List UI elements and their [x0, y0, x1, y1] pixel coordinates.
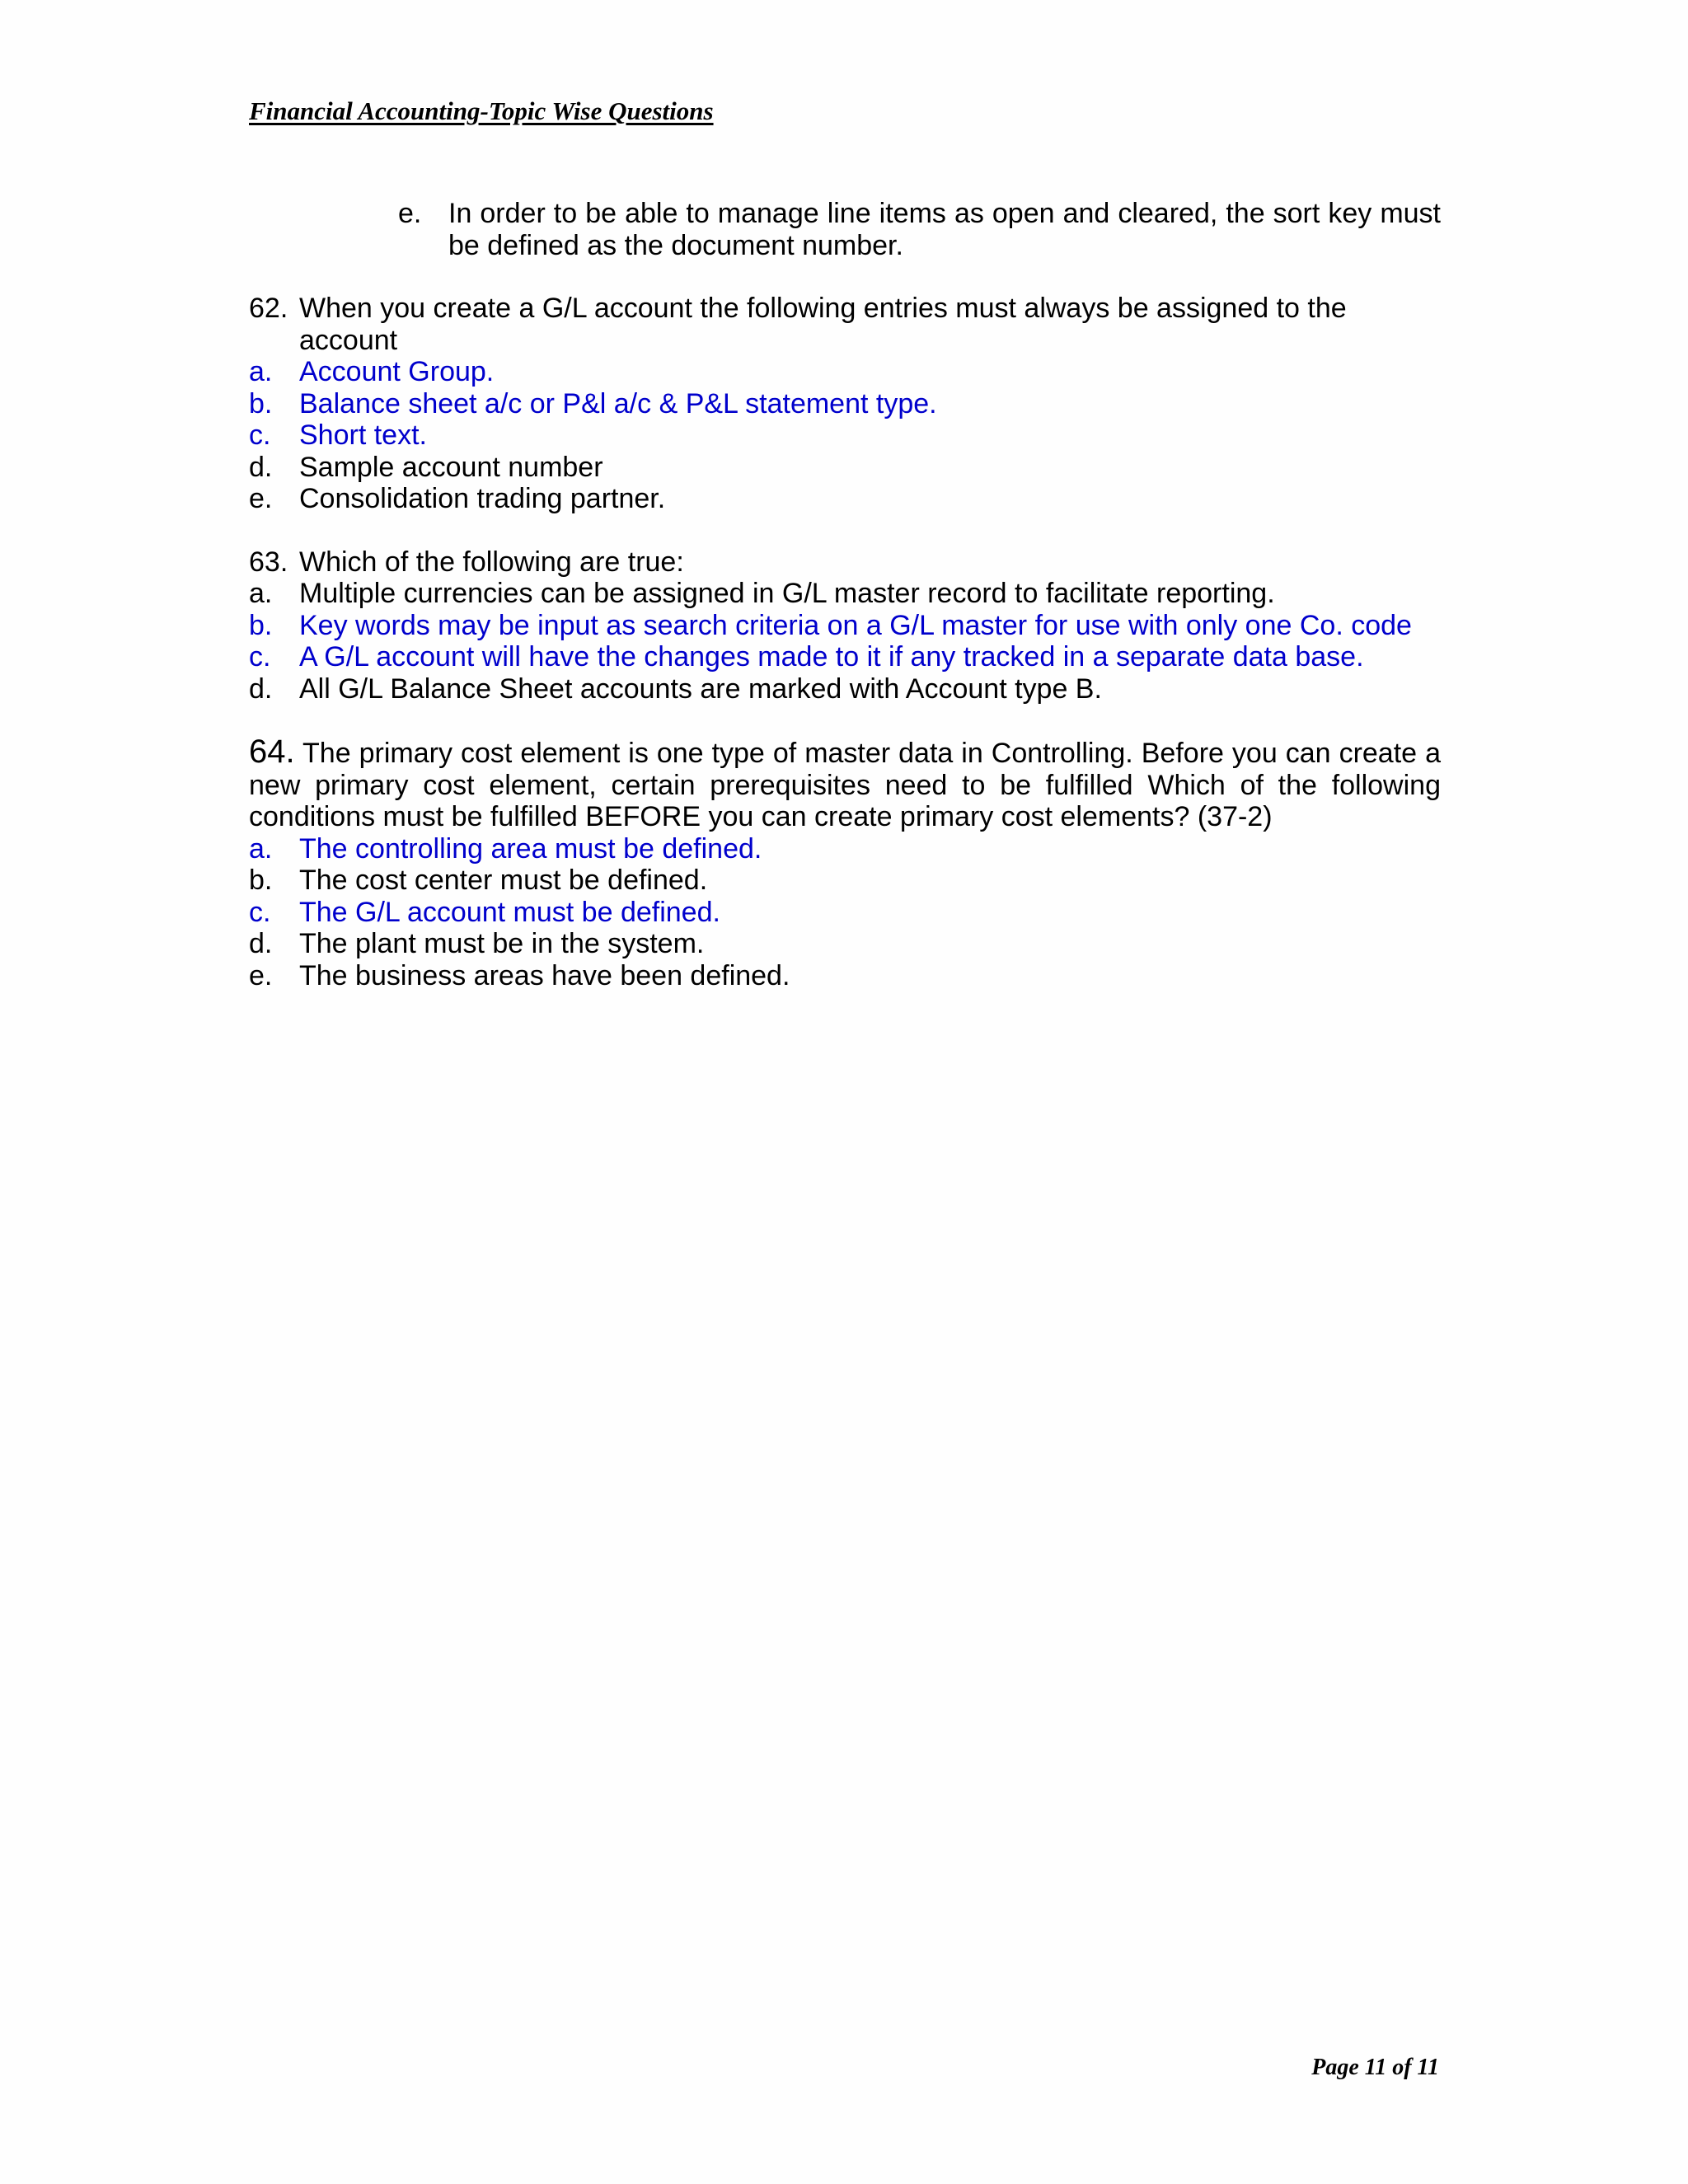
- option-text: Short text.: [299, 419, 427, 451]
- option-text: The G/L account must be defined.: [299, 896, 720, 928]
- option-item: [398, 198, 1441, 261]
- option-text: The controlling area must be defined.: [299, 832, 762, 865]
- option-text: The cost center must be defined.: [299, 865, 708, 896]
- option-text: The plant must be in the system.: [299, 928, 705, 959]
- question-number: 62.: [249, 293, 288, 324]
- option-text: A G/L account will have the changes made to it if any tracked in a separate data base.: [299, 641, 1364, 673]
- question-64: [249, 733, 1441, 991]
- option-letter: d.: [249, 928, 273, 959]
- option-letter: b.: [249, 865, 273, 896]
- option-text: Balance sheet a/c or P&l a/c & P&L statement type.: [299, 387, 937, 419]
- option-letter: b.: [249, 387, 273, 419]
- option-item: [249, 578, 1441, 610]
- document-body: [249, 198, 1441, 991]
- question-number: 64.: [249, 733, 295, 770]
- question-63: [249, 546, 1441, 705]
- option-letter: a.: [249, 578, 273, 609]
- option-text: Account Group.: [299, 356, 495, 387]
- option-item: [249, 928, 1441, 960]
- option-item: [249, 641, 1441, 673]
- option-text: Key words may be input as search criteria on a G/L master for use with only one Co. code: [299, 609, 1412, 641]
- option-letter: e.: [249, 483, 273, 514]
- question-62: [249, 293, 1441, 515]
- option-letter: c.: [249, 419, 271, 451]
- option-item: [249, 356, 1441, 388]
- option-text: The business areas have been defined.: [299, 959, 790, 991]
- option-letter: a.: [249, 832, 273, 865]
- option-letter: e.: [398, 198, 422, 229]
- option-item: [249, 960, 1441, 992]
- option-item: [249, 388, 1441, 420]
- carryover-option: [249, 198, 1441, 261]
- option-letter: e.: [249, 959, 273, 991]
- question-text: When you create a G/L account the following entries must always be assigned to the account: [299, 293, 1347, 356]
- option-item: [249, 610, 1441, 642]
- question-text: The primary cost element is one type of master data in Controlling. Before you can create a new primary cost element, certain prerequisites need to be fulfilled Which of the following conditions must be fulfilled BEFORE you can create primary cost elements? (37-2): [249, 738, 1441, 832]
- option-text: Consolidation trading partner.: [299, 483, 666, 514]
- option-letter: a.: [249, 356, 273, 387]
- option-item: [249, 865, 1441, 897]
- option-letter: c.: [249, 641, 271, 673]
- option-item: [249, 419, 1441, 452]
- option-item: [249, 833, 1441, 865]
- option-letter: c.: [249, 896, 271, 928]
- options-list: [249, 356, 1441, 515]
- option-letter: d.: [249, 673, 273, 705]
- options-list: [249, 578, 1441, 705]
- option-text: In order to be able to manage line items as open and cleared, the sort key must be defined as the document number.: [448, 198, 1441, 261]
- question-paragraph: [249, 733, 1441, 833]
- option-text: Sample account number: [299, 451, 603, 483]
- options-list: [249, 833, 1441, 992]
- question-text: Which of the following are true:: [299, 546, 684, 578]
- option-item: [249, 897, 1441, 929]
- option-text: Multiple currencies can be assigned in G/L master record to facilitate reporting.: [299, 578, 1275, 609]
- option-text: All G/L Balance Sheet accounts are marked with Account type B.: [299, 673, 1102, 705]
- option-item: [249, 673, 1441, 705]
- option-item: [249, 452, 1441, 484]
- option-letter: d.: [249, 451, 273, 483]
- option-item: [249, 483, 1441, 515]
- option-letter: b.: [249, 609, 273, 641]
- page-footer-number: Page 11 of 11: [1311, 2055, 1439, 2080]
- page-header-title: Financial Accounting-Topic Wise Questions: [249, 96, 714, 125]
- question-number: 63.: [249, 546, 288, 578]
